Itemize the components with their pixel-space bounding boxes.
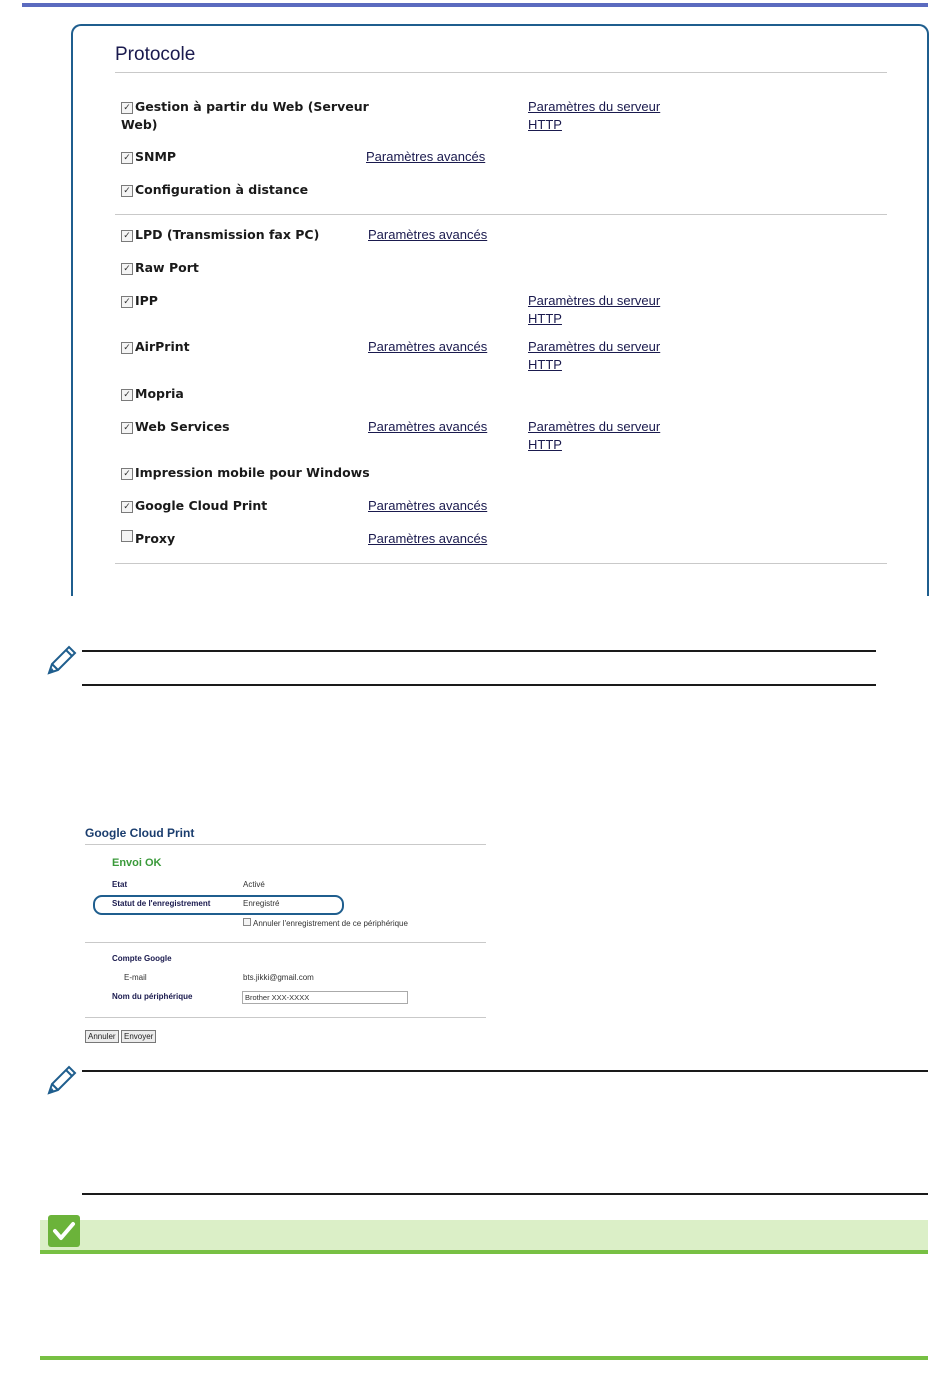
protocol-row [121,418,230,436]
protocol-row [121,385,184,403]
gcp-title-rule [85,844,486,845]
unregister-option[interactable] [243,918,408,928]
protocol-row [121,259,199,277]
protocol-label: Configuration à distance [135,182,309,197]
protocol-row [121,226,319,244]
protocol-checkbox[interactable]: ✓ [121,389,133,401]
protocol-checkbox[interactable]: ✓ [121,422,133,434]
section-divider [115,214,887,215]
device-name-input[interactable]: Brother XXX-XXXX [242,991,408,1004]
protocol-row [121,530,175,548]
pencil-note-icon [44,1064,78,1098]
gcp-title: Google Cloud Print [85,826,195,840]
note2-top-rule [82,1070,928,1072]
http-server-settings-link[interactable]: Paramètres du serveur [528,99,661,114]
checkmark-icon [48,1215,80,1247]
protocol-label: Raw Port [135,260,199,275]
top-accent-bar [22,3,928,7]
note-bottom-rule [82,684,876,686]
protocol-label: Gestion à partir du Web (Serveur [135,99,369,114]
protocol-checkbox[interactable]: ✓ [121,296,133,308]
protocol-label: IPP [135,293,158,308]
protocol-row [121,497,267,515]
etat-label: Etat [112,880,128,889]
protocol-label: AirPrint [135,339,190,354]
advanced-settings-link[interactable]: Paramètres avancés [368,339,488,354]
protocol-row [121,98,369,134]
protocol-label-cont: Web) [121,117,158,132]
gcp-bottom-rule [85,1017,486,1018]
gcp-status-ok: Envoi OK [112,857,162,869]
device-label: Nom du périphérique [112,992,193,1001]
protocol-checkbox[interactable]: ✓ [121,102,133,114]
http-server-settings-link[interactable]: Paramètres du serveur [528,339,661,354]
protocol-checkbox[interactable]: ✓ [121,230,133,242]
protocol-row [121,148,176,166]
http-server-settings-link[interactable]: Paramètres du serveur [528,293,661,308]
panel-title: Protocole [115,44,196,65]
protocol-checkbox[interactable]: ✓ [121,152,133,164]
protocol-checkbox[interactable]: ✓ [121,263,133,275]
advanced-settings-link[interactable]: Paramètres avancés [366,149,486,164]
protocol-checkbox[interactable]: ✓ [121,342,133,354]
account-label: Compte Google [112,954,172,963]
unregister-checkbox[interactable] [243,918,251,926]
note2-bottom-rule [82,1193,928,1195]
email-label: E-mail [124,973,147,982]
related-info-bottom-rule [40,1356,928,1360]
etat-value: Activé [243,880,265,889]
cancel-button[interactable]: Annuler [85,1030,119,1043]
protocol-label: Mopria [135,386,184,401]
protocol-label: Google Cloud Print [135,498,268,513]
unregister-label: Annuler l'enregistrement de ce périphérique [253,919,408,928]
title-divider [115,72,887,73]
protocol-row [121,338,190,356]
note-top-rule [82,650,876,652]
protocol-row [121,181,308,199]
pencil-note-icon [44,644,78,678]
protocol-checkbox[interactable]: ✓ [121,501,133,513]
related-info-top-rule [40,1250,928,1254]
protocol-label: SNMP [135,149,177,164]
advanced-settings-link[interactable]: Paramètres avancés [368,531,488,546]
related-info-header [40,1220,928,1252]
advanced-settings-link[interactable]: Paramètres avancés [368,419,488,434]
http-server-settings-link-cont[interactable]: HTTP [528,117,562,132]
http-server-settings-link[interactable]: Paramètres du serveur [528,419,661,434]
protocol-label: Web Services [135,419,230,434]
advanced-settings-link[interactable]: Paramètres avancés [368,227,488,242]
protocol-label: LPD (Transmission fax PC) [135,227,320,242]
protocol-checkbox[interactable]: ✓ [121,185,133,197]
advanced-settings-link[interactable]: Paramètres avancés [368,498,488,513]
http-server-settings-link-cont[interactable]: HTTP [528,437,562,452]
protocol-row [121,464,370,482]
bottom-divider [115,563,887,564]
protocol-row [121,292,158,310]
gcp-mid-rule [85,942,486,943]
protocol-checkbox[interactable]: ✓ [121,468,133,480]
statut-label: Statut de l'enregistrement [112,899,211,908]
http-server-settings-link-cont[interactable]: HTTP [528,357,562,372]
send-button[interactable]: Envoyer [121,1030,156,1043]
protocol-label: Impression mobile pour Windows [135,465,370,480]
statut-value: Enregistré [243,899,280,908]
protocol-checkbox[interactable] [121,530,133,542]
email-value: bts.jikki@gmail.com [243,973,314,982]
protocol-label: Proxy [135,531,176,546]
http-server-settings-link-cont[interactable]: HTTP [528,311,562,326]
